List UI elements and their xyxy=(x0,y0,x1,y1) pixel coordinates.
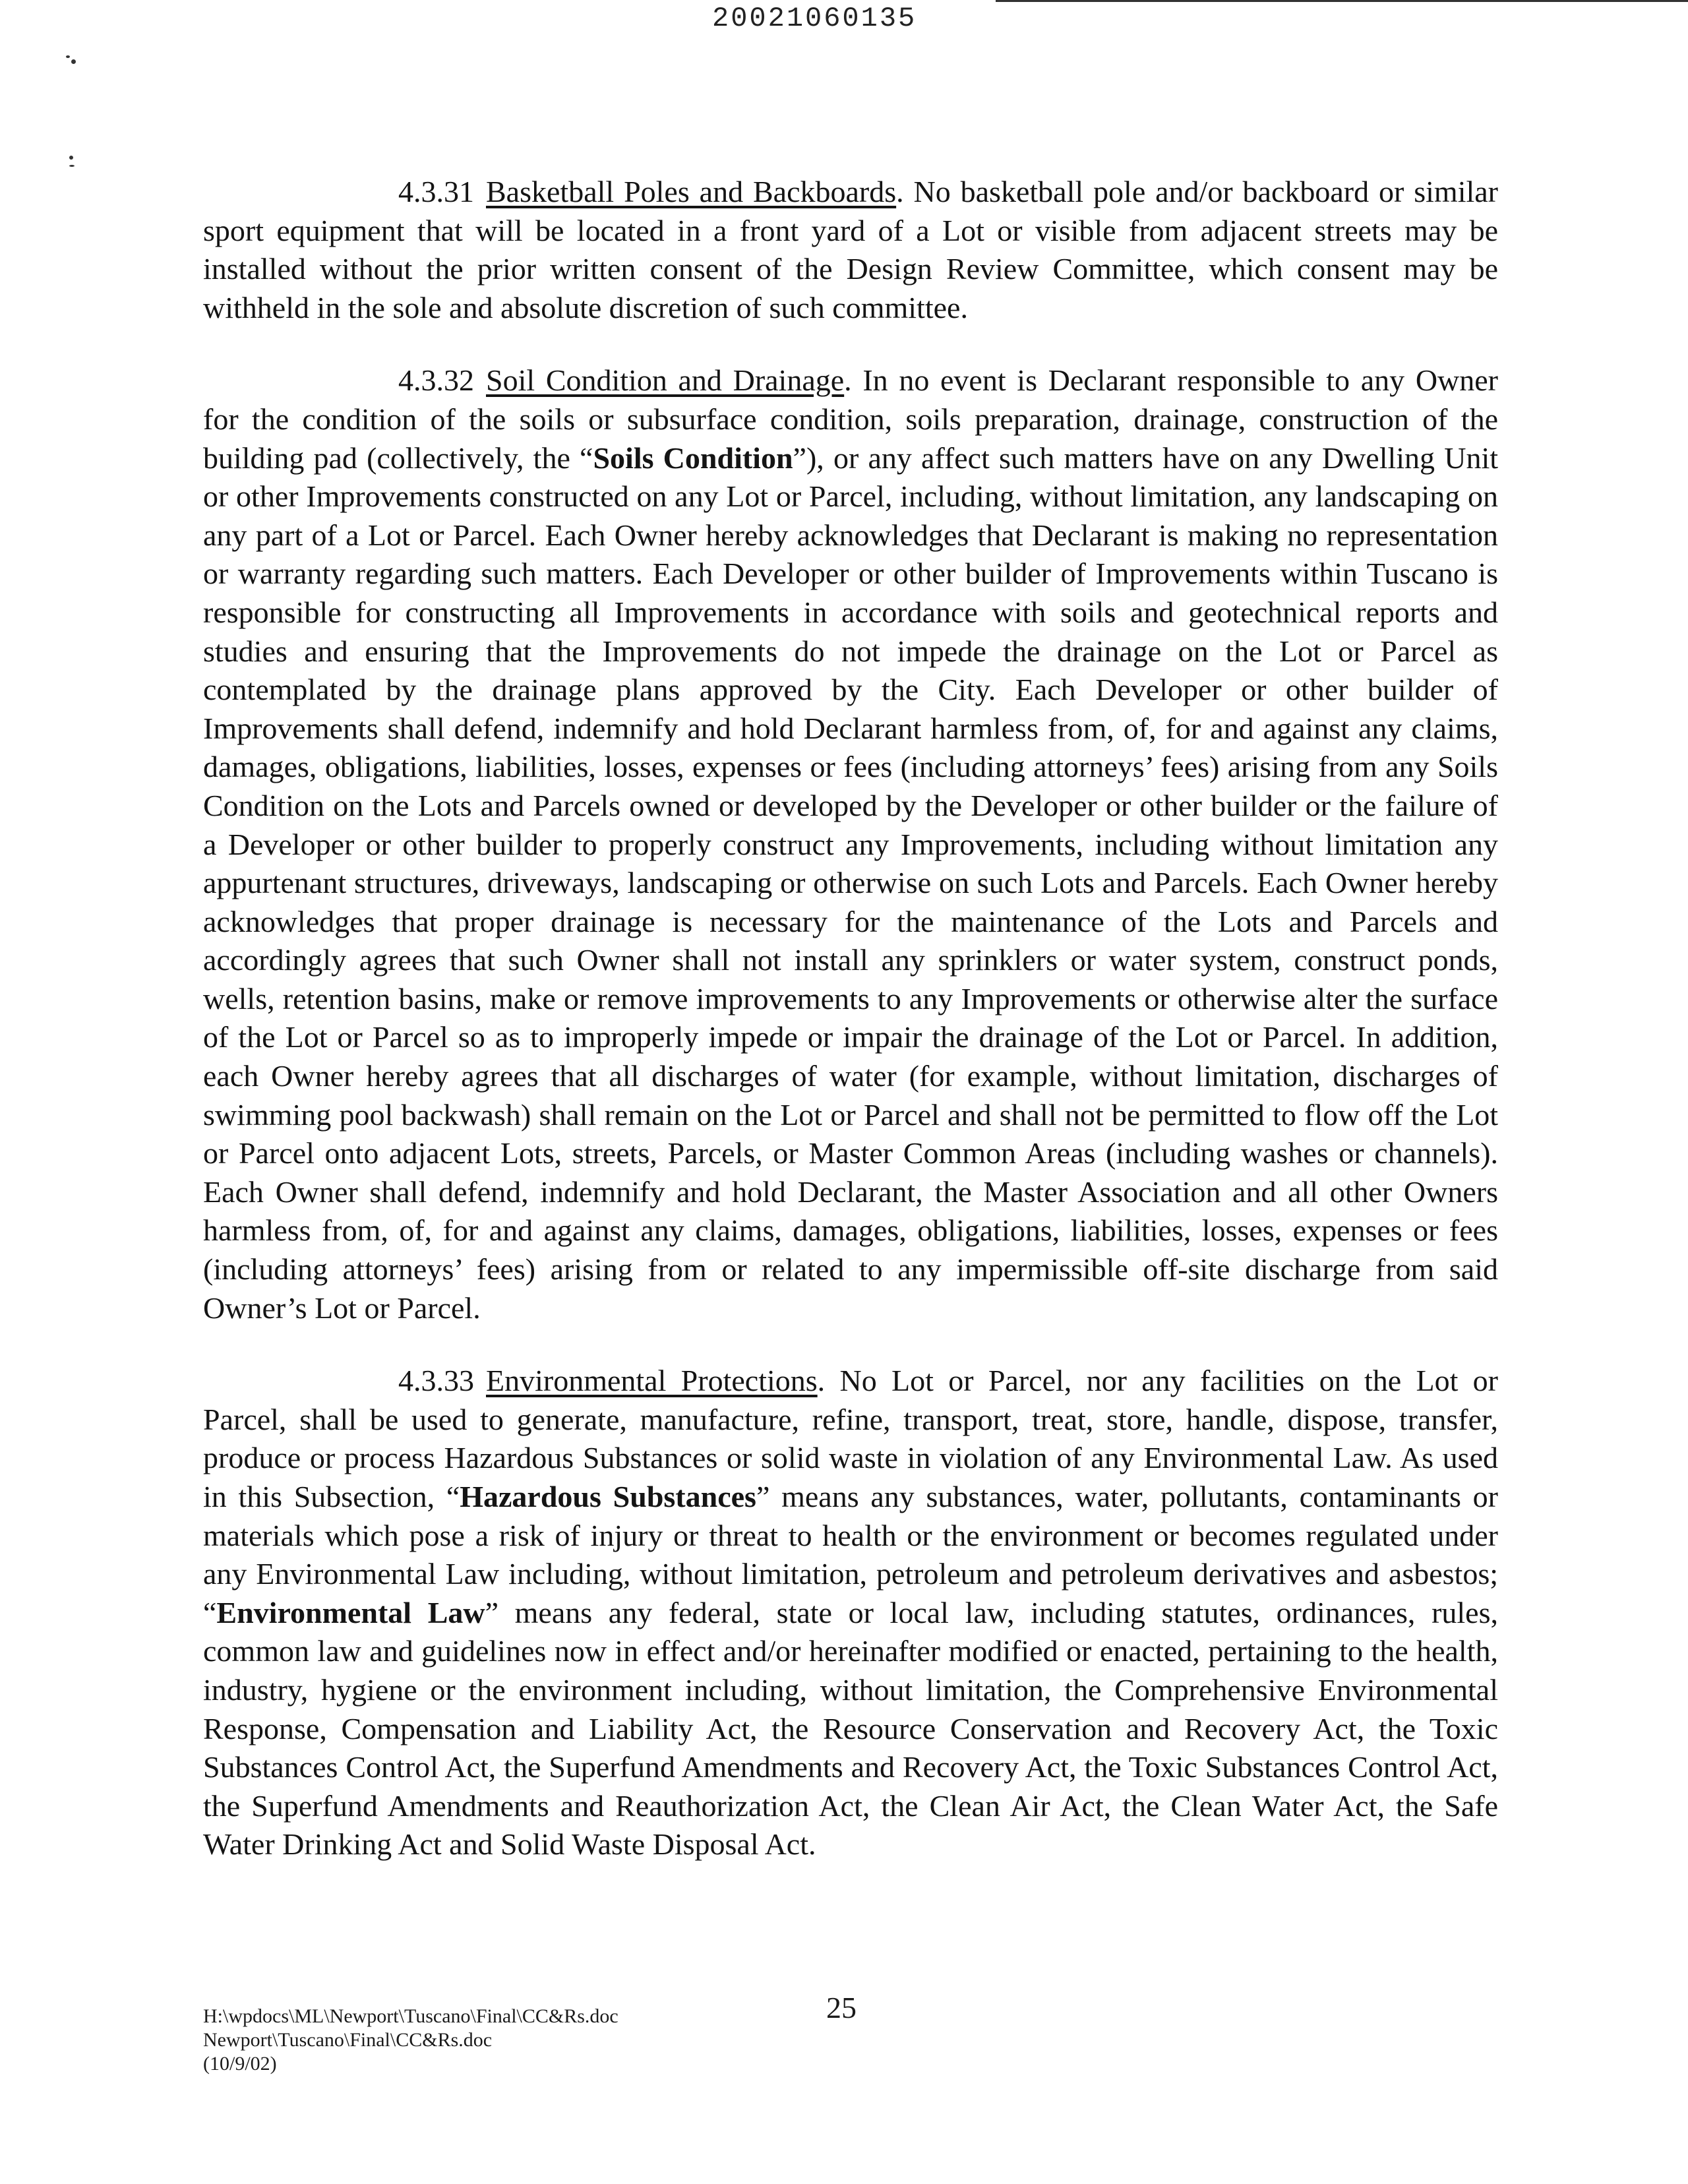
footer-path-line: H:\wpdocs\ML\Newport\Tuscano\Final\CC&Rs.doc xyxy=(203,2005,618,2027)
footer-date: (10/9/02) xyxy=(203,2053,277,2075)
section-text: ”), or any affect such matters have on any Dwelling Unit or other Improvements constructed on any Lot or Parcel, including, without limitation, any landscaping on any part of a Lot or Parcel. Each Owner hereby acknowledges that Declarant is making no representation or warranty regarding such matters. Each Developer or other builder of Improvements within Tuscano is responsible for constructing all Improvements in accordance with soils and geotechnical reports and studies and ensuring that the Improvements do not impede the drainage on the Lot or Parcel as contemplated by the drainage plans approved by the City. Each Developer or other builder of Improvements shall defend, indemnify and hold Declarant harmless from, of, for and against any claims, damages, obligations, liabilities, losses, expenses or fees (including attorneys’ fees) arising from any Soils Condition on the Lots and Parcels owned or developed by the Developer or other builder or the failure of a Developer or other builder to properly construct any Improvements, including without limitation any appurtenant structures, driveways, landscaping or otherwise on such Lots and Parcels. Each Owner hereby acknowledges that proper drainage is necessary for the maintenance of the Lots and Parcels and accordingly agrees that such Owner shall not install any sprinklers or water system, construct ponds, wells, retention basins, make or remove improvements to any Improvements or otherwise alter the surface of the Lot or Parcel so as to improperly impede or impair the drainage of the Lot or Parcel. In addition, each Owner hereby agrees that all discharges of water (for example, without limitation, discharges of swimming pool backwash) shall remain on the Lot or Parcel and shall not be permitted to flow off the Lot or Parcel onto adjacent Lots, streets, Parcels, or Master Common Areas (including washes or channels). Each Owner shall defend, indemnify and hold Declarant, the Master Association and all other Owners harmless from, of, for and against any claims, damages, obligations, liabilities, losses, expenses or fees (including attorneys’ fees) arising from or related to any impermissible off-site discharge from said Owner’s Lot or Parcel. xyxy=(203,440,1499,1325)
scan-speck xyxy=(69,165,75,167)
scan-speck xyxy=(66,55,70,58)
section-heading: Basketball Poles and Backboards xyxy=(486,175,897,208)
section-heading: Soil Condition and Drainage xyxy=(486,363,845,398)
page-number: 25 xyxy=(826,1991,857,2024)
section-4-3-31 xyxy=(203,173,1498,327)
section-4-3-33 xyxy=(203,1362,1498,1864)
section-text: . No basketball pole and/or backboard or similar sport equipment that will be located in a front yard of a Lot or visible from adjacent streets may be installed without the prior written consent of the Design Review Committee, which consent may be withheld in the sole and absolute discretion of such committee. xyxy=(203,175,1498,324)
document-number: 20021060135 xyxy=(712,3,917,34)
defined-term: Hazardous Substances xyxy=(460,1480,756,1513)
section-number: 4.3.31 xyxy=(398,175,474,208)
defined-term: Soils Condition xyxy=(593,440,793,475)
defined-term: Environmental Law xyxy=(216,1595,485,1629)
document-body xyxy=(203,173,1498,1898)
footer-path-line: Newport\Tuscano\Final\CC&Rs.doc xyxy=(203,2029,493,2051)
section-text: . In no event is Declarant responsible to any Owner for the condition of the soils or subsurface condition, soils preparation, drainage, construction of the building pad (collectively, the “ xyxy=(203,363,1498,475)
footer-file-path xyxy=(203,2005,618,2076)
section-text: ” means any substances, water, pollutants, contaminants or materials which pose a risk of injury or threat to health or the environment or becomes regulated under any Environmental Law including, without limitation, petroleum and petroleum derivatives and asbestos; “ xyxy=(203,1480,1498,1629)
scan-speck xyxy=(69,156,73,160)
section-text: ” means any federal, state or local law, including statutes, ordinances, rules, common law and guidelines now in effect and/or hereinafter modified or enacted, pertaining to the health, industry, hygiene or the environment including, without limitation, the Comprehensive Environmental Response, Compensation and Liability Act, the Resource Conservation and Recovery Act, the Toxic Substances Control Act, the Superfund Amendments and Recovery Act, the Toxic Substances Control Act, the Superfund Amendments and Reauthorization Act, the Clean Air Act, the Clean Water Act, the Safe Water Drinking Act and Solid Waste Disposal Act. xyxy=(203,1595,1498,1862)
section-text: . No Lot or Parcel, nor any facilities on the Lot or Parcel, shall be used to generate, manufacture, refine, transport, treat, store, handle, dispose, transfer, produce or process Hazardous Substances or solid waste in violation of any Environmental Law. As used in this Subsection, “ xyxy=(203,1364,1498,1513)
section-number: 4.3.33 xyxy=(398,1364,474,1398)
top-rule xyxy=(996,0,1688,2)
scan-speck xyxy=(71,59,76,64)
section-heading: Environmental Protections xyxy=(486,1364,818,1398)
section-4-3-32 xyxy=(203,361,1498,1327)
section-number: 4.3.32 xyxy=(398,363,474,398)
